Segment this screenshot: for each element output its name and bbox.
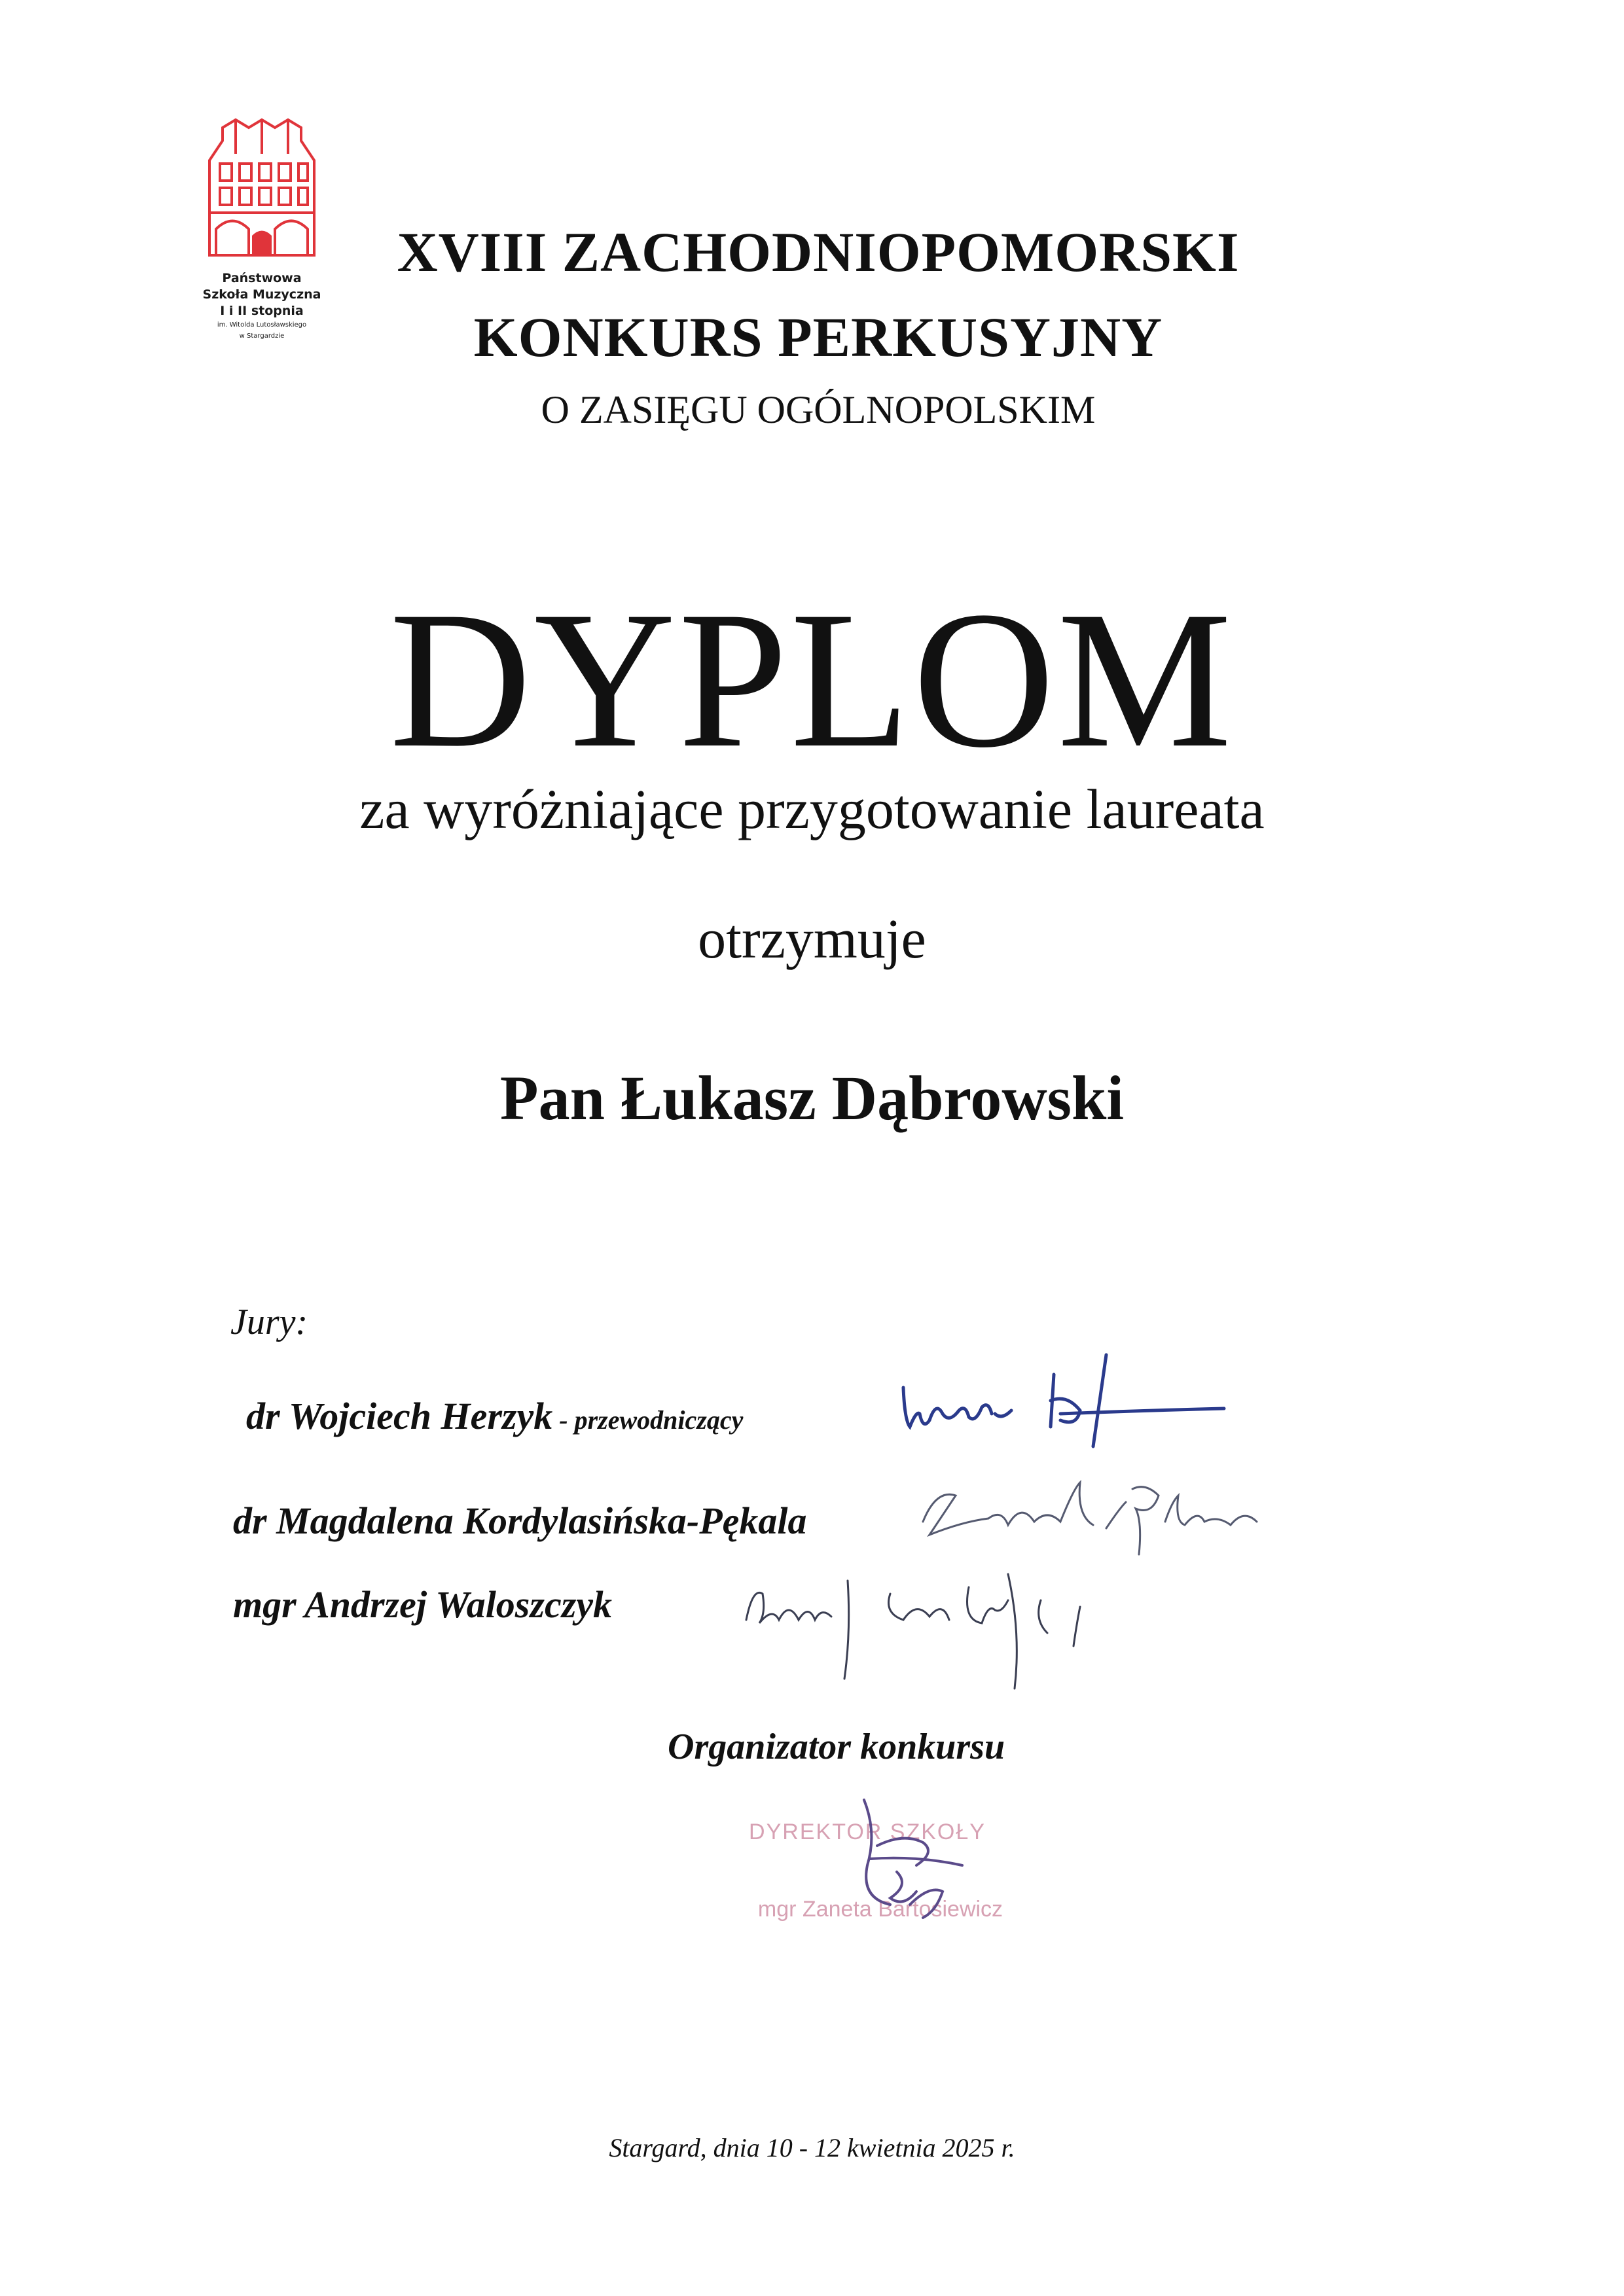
jury-member-name: dr Magdalena Kordylasińska-Pękala	[233, 1499, 807, 1542]
logo-line-2: Szkoła Muzyczna	[202, 287, 321, 302]
jury-label: Jury:	[230, 1302, 308, 1342]
diploma-title: DYPLOM	[389, 571, 1235, 788]
signature-waloszczyk	[733, 1548, 1100, 1718]
logo-line-5: w Stargardzie	[239, 332, 285, 340]
logo-line-4: im. Witolda Lutosławskiego	[217, 321, 307, 329]
signature-kordylasinska	[910, 1463, 1276, 1561]
jury-member-3	[233, 1583, 612, 1626]
receives-label: otrzymuje	[698, 907, 926, 970]
building-logo-icon	[203, 115, 321, 262]
competition-title-line-1: XVIII ZACHODNIOPOMORSKI	[397, 221, 1240, 283]
logo-line-3: I i II stopnia	[220, 304, 304, 318]
recipient-name: Pan Łukasz Dąbrowski	[499, 1063, 1125, 1133]
jury-member-2	[233, 1499, 807, 1543]
signature-herzyk	[897, 1348, 1237, 1460]
jury-member-name: mgr Andrzej Waloszczyk	[233, 1583, 613, 1626]
jury-member-role: - przewodniczący	[552, 1405, 744, 1435]
school-logo	[164, 115, 360, 389]
competition-scope: O ZASIĘGU OGÓLNOPOLSKIM	[541, 388, 1096, 431]
jury-member-1	[246, 1394, 743, 1438]
stamp-line-2: mgr Zaneta Bartosiewicz	[757, 1897, 1003, 1922]
competition-title-line-2: KONKURS PERKUSYJNY	[473, 306, 1163, 368]
organizer-label: Organizator konkursu	[668, 1727, 1005, 1767]
stamp-line-1: DYREKTOR SZKOŁY	[749, 1820, 986, 1844]
jury-member-name: dr Wojciech Herzyk	[246, 1395, 553, 1437]
signature-organizer	[838, 1793, 982, 1931]
diploma-subtitle: za wyróżniające przygotowanie laureata	[359, 778, 1265, 840]
logo-text	[164, 270, 360, 342]
place-and-date: Stargard, dnia 10 - 12 kwietnia 2025 r.	[609, 2133, 1015, 2162]
logo-line-1: Państwowa	[222, 271, 302, 285]
